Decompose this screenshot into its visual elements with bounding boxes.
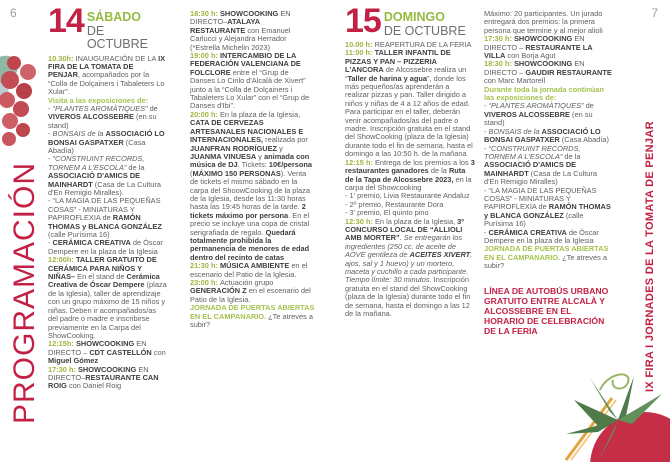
program-entry: Visita a las exposiciones de: [48,95,149,105]
program-entry: - BONSAIS de la ASSOCIACIÓ LO BONSAI GASPATXER (Casa Abadía) [484,126,610,145]
program-entry: - “PLANTES AROMÀTIQUES” de VIVEROS ALCOSSEBRE (en su stand) [484,101,594,128]
program-entry: 19:00 h: INTERCAMBIO DE LA FEDERACIÓN VALENCIANA DE FOLCLORE entre el “Grup de Danses Lo Cirilo d'Alcalà de Xivert” junto a la “Colla de Dolçainers i Tabaleters Lo Xular” con el “Grup de Danses d'Ibi”. [190,51,310,111]
program-column-saturday-2 [190,10,315,329]
program-entry: - CERÁMICA CREATIVA de Óscar Dempere en la plaza de la Iglesia [484,227,599,245]
tomato-bunch-illustration [0,50,48,146]
vertical-fair-title: IX FIRA I JORNADES DE LA TOMATA DE PENJAR [644,121,656,392]
page-number-left: 6 [10,6,17,20]
program-column-saturday-1 [48,2,167,391]
program-entry: Máximo: 20 participantes. Un jurado entregará dos premios: la primera persona que termine y al mejor alioli [484,9,603,35]
program-column-sunday-1 [345,2,475,318]
day-name: DOMINGO [383,10,445,24]
page-number-right: 7 [651,6,658,20]
program-entry: - 3' premio, El quinto pino [345,208,429,218]
sunday-entries-part2 [484,10,612,337]
program-entry: JORNADA DE PUERTAS ABIERTAS EN EL CAMPANARIO. ¿Te atreves a subir? [484,244,609,271]
vertical-section-title: PROGRAMACIÓN [8,161,41,424]
program-entry: - “LA MAGIA DE LAS PEQUEÑAS COSAS” - MINIATURAS Y PAPIROFLEXIA de RAMÓN THOMAS y BLANCA GONZÁLEZ (calle Purísima 16) [48,196,162,240]
sunday-entries-part1 [345,41,475,318]
program-entry: 10.00 h: REAPERTURA DE LA FERIA [345,40,472,49]
program-entry: 12:15h: SHOWCOOKING EN DIRECTO – CDT CASTELLÓN con Miguel Gómez [48,339,166,366]
program-entry: 18:30 h: SHOWCOOKING EN DIRECTO–ATALAYA RESTAURANTE con Emanuel Carlucci y Alejandra Herrador (*Estrella Michelin 2023) [190,9,291,52]
program-entry: - “LA MAGIA DE LAS PEQUEÑAS COSAS” - MINIATURAS Y PAPIROFLEXIA de RAMÓN THOMAS y BLANCA GONZÁLEZ (calle Purísima 16) [484,185,611,229]
saturday-entries-part1 [48,55,167,391]
program-entry: - 1' premio, Livia Restaurante Andaluz [345,191,470,201]
tomato-illustration [538,370,670,462]
program-entry: 17:30 h: SHOWCOOKING EN DIRECTO – RESTAURANTE LA VILLA con Borja Agut [484,34,593,61]
program-entry: - “PLANTES AROMÀTIQUES” de VIVEROS ALCOSSEBRE (en su stand) [48,103,158,130]
day-month: DE OCTUBRE [383,23,466,38]
day-name: SÁBADO [86,10,141,24]
program-entry: 17:30 h: SHOWCOOKING EN DIRECTO–RESTAURANTE CAN ROIG con Daniel Roig [48,364,159,391]
program-entry: LÍNEA DE AUTOBÚS URBANO GRATUITO ENTRE ALCALÀ Y ALCOSSEBRE EN EL HORARIO DE CELEBRACIÓN DE LA FERIA [484,285,609,337]
program-entry: 21:30 h: MÚSICA AMBIENTE en el escenario del Patio de la Iglesia. [190,261,308,279]
program-entry: Durante toda la jornada continúan las exposiciones de: [484,84,604,103]
program-entry: 23:00 h: Actuación grupo GENERACIÓN Z en el escenario del Patio de la Iglesia. [190,278,311,304]
program-entry: - CERÁMICA CREATIVA de Óscar Dempere en la plaza de la Iglesia [48,238,163,256]
program-entry: 12:15 h: Entrega de los premios a los 3 restaurantes ganadores de la Ruta de la Tapa de Alcossebre 2023, en la carpa del Showcooking [345,157,475,192]
program-entry: - 2º premio, Restaurante Dora [345,199,444,209]
program-entry: 12:30 h: En la plaza de la Iglesia, 3º CONCURSO LOCAL DE “ALLIOLI AMB MORTER”. Se entregarán los ingredientes (250 cc. de aceite de AOVE gentileza de ACEITES XIVERT, ajos, sal y 1 huevo) y un mortero, maceta y cuchillo a cada participante. Tiempo límite: 30 minutos. Inscripción gratuita en el stand del ShowCooking (plaza de la Iglesia) durante todo el fin de semana, hasta el domingo a las 12 de la mañana. [345,216,473,318]
day-header-sunday [345,2,475,40]
program-entry: 10.30h: INAUGURACIÓN DE LA IX FIRA DE LA TOMATA DE PENJAR, acompañados por la “Colla de Dolçainers i Tabaleters Lo Xular”. [48,53,166,97]
program-entry: - BONSAIS de la ASSOCIACIÓ LO BONSAI GASPATXER (Casa Abadía) [48,129,165,155]
day-number: 15 [345,2,381,40]
day-month: DE OCTUBRE [86,23,148,51]
program-column-sunday-2 [484,10,612,337]
day-number: 14 [48,2,84,40]
program-entry: 12:00h: TALLER GRATUITO DE CERÁMICA PARA NIÑOS Y NIÑAS– En el stand de Cerámica Creativa de Óscar Dempere (plaza de la Iglesia), taller de aprendizaje con un grupo máximo de 15 niños y niñas. Deben ir acompañados/as del padre o madre e inscribirse previamente en la Carpa del ShowCooking. [48,255,167,340]
program-entry: 20:00 h: En la plaza de la Iglesia, CATA DE CERVEZAS ARTESANALES NACIONALES E INTERNACIONALES, realizada por JUANFRAN RODRÍGUEZ y JUANMA VINUESA y animada con música de DJ. Tickets: 10€/persona (MÁXIMO 150 PERSONAS). Venta de tickets el mismo sábado en la carpa del ShoowCooking de la plaza de la Iglesia, desde las 11:30 horas hasta las 19:45 horas de la tarde. 2 tickets máximo por persona. En el precio se incluye una copa de cristal serigrafiada de regalo. Quedará totalmente prohibida la permanencia de menores de edad dentro del recinto de catas [190,109,313,262]
program-entry: JORNADA DE PUERTAS ABIERTAS EN EL CAMPANARIO. ¿Te atreves a subir? [190,303,315,330]
saturday-entries-part2 [190,10,315,329]
program-entry: 18:30 h: SHOWCOOKING EN DIRECTO – GAUDIR RESTAURANTE con Marc Martorell [484,59,612,86]
program-entry: 11:00 h: TALLER INFANTIL DE PIZZAS Y PAN – PIZZERIA L'ANCORA de Alcossebre realiza un “Taller de harina y agua”, donde los más pequeños/as aprenderán a realizar pizzas y pan. Taller dirigido a niños y niñas de 4 a 12 años de edad. Para participar en el taller, deberán venir acompañados/as del padre o madre. Inscripción gratuita en el stand del ShowCooking (plaza de la Iglesia) durante todo el fin de semana, hasta el domingo a las 10:50 h. de la mañana [345,48,473,159]
program-entry: - “CONSTRUINT RECORDS, TORNEM A L'ESCOLA” de la ASSOCIACIÓ D'AMICS DE MAINHARDT (Casa de La Cultura d'En Remigio Miralles). [48,154,161,197]
day-header-saturday [48,2,167,52]
program-entry: - “CONSTRUINT RECORDS, TORNEM A L'ESCOLA” de la ASSOCIACIÓ D'AMICS DE MAINHARDT (Casa de La Cultura d'En Remigio Miralles) [484,143,597,187]
